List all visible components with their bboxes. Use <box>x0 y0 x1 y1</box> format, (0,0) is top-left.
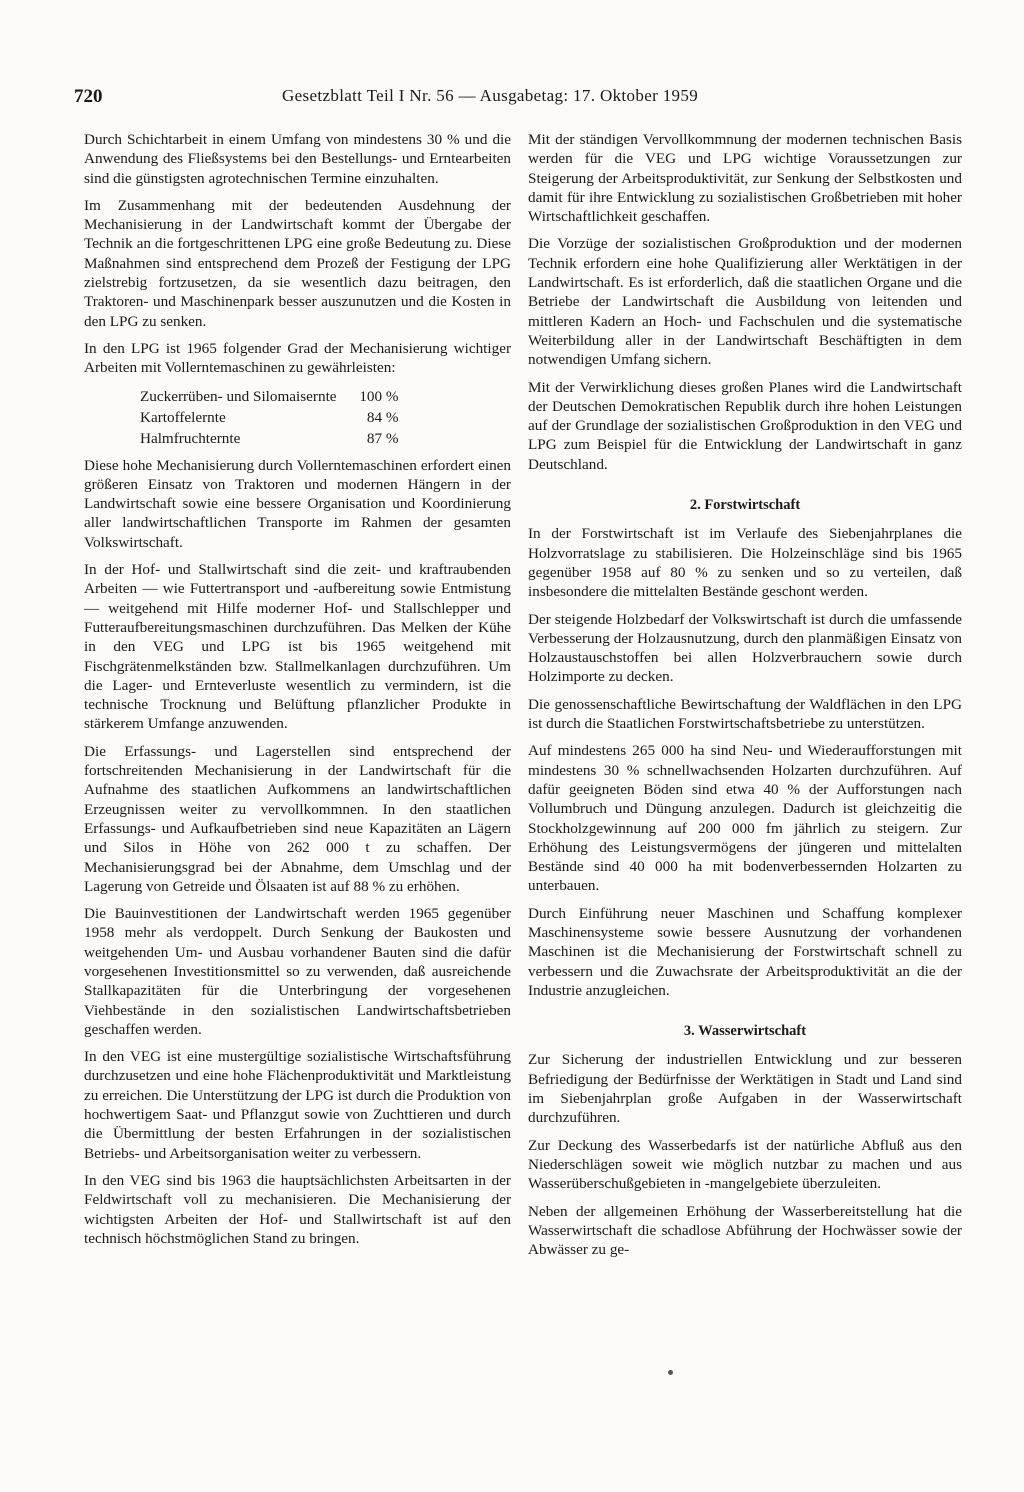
paragraph: In der Forstwirtschaft ist im Verlaufe des Siebenjahrplanes die Holzvorratslage zu stabilisieren. Die Holzeinschläge sind bis 1965 gegenüber 1958 auf 80 % zu senken und so zu verteilen, daß insbesondere die mittelalten Bestände geschont werden. <box>528 525 962 601</box>
mechanization-table <box>140 386 399 449</box>
page-header <box>0 86 1024 110</box>
section-heading-forstwirtschaft: 2. Forstwirtschaft <box>689 497 801 514</box>
paragraph: Die Vorzüge der sozialistischen Großproduktion und der modernen Technik erfordern eine hohe Qualifizierung aller Werktätigen in der Landwirtschaft. Es ist erforderlich, daß die staatlichen Organe und die Betriebe der Landwirtschaft die Ausbildung von leitenden und mittleren Kadern an Hoch- und Fachschulen und die systematische Weiterbildung aller in der Landwirtschaft Beschäftigten in dem notwendigen Umfang sichern. <box>528 235 962 369</box>
table-value: 87 % <box>366 429 399 447</box>
left-column <box>84 130 511 1256</box>
paragraph: In der Hof- und Stallwirtschaft sind die zeit- und kraftraubenden Arbeiten — wie Futtertransport und -aufbereitung sowie Entmistung — weitgehend mit Hilfe moderner Hof- und Stallschlepper und Futteraufbereitungsmaschinen durchzuführen. Das Melken der Kühe in den VEG und LPG ist bis 1965 weitgehend mit Fischgrätenmelkständen bzw. Stallmelkanlagen durchzuführen. Um die Lager- und Ernteverluste wesentlich zu vermindern, ist die technische Trocknung und Belüftung pflanzlicher Produkte in stärkerem Umfange anzuwenden. <box>84 561 511 733</box>
paragraph: In den VEG ist eine mustergültige sozialistische Wirtschaftsführung durchzusetzen und eine hohe Flächenproduktivität und Marktleistung zu erreichen. Die Unterstützung der LPG ist durch die Produktion von hochwertigem Saat- und Pflanzgut sowie von Zuchttieren und durch die Übermittlung der besten Erfahrungen in der sozialistischen Betriebs- und Arbeitsorganisation weiter zu verbessern. <box>84 1048 511 1162</box>
paragraph: In den VEG sind bis 1963 die hauptsächlichsten Arbeitsarten in der Feldwirtschaft voll zu mechanisieren. Die Mechanisierung der wichtigsten Arbeiten der Hof- und Stallwirtschaft ist auf den technisch höchstmöglichen Stand zu bringen. <box>84 1171 511 1247</box>
page-number: 720 <box>74 86 103 107</box>
paragraph: In den LPG ist 1965 folgender Grad der Mechanisierung wichtiger Arbeiten mit Vollerntemaschinen zu gewährleisten: <box>84 339 511 377</box>
paragraph: Mit der ständigen Vervollkommnung der modernen technischen Basis werden für die VEG und LPG wichtige Voraussetzungen zur Steigerung der Arbeitsproduktivität, zur Senkung der Selbstkosten und damit für ihre Entwicklung zu sozialistischen Großbetrieben mit hoher Wirtschaftlichkeit geschaffen. <box>528 131 962 226</box>
paragraph: Durch Einführung neuer Maschinen und Schaffung komplexer Maschinensysteme sowie bessere Ausnutzung der vorhandenen Maschinen ist die Mechanisierung der Forstwirtschaft schnell zu verbessern und die Zuwachsrate der Arbeitsproduktivität an die der Industrie anzugleichen. <box>528 904 962 999</box>
paragraph: Mit der Verwirklichung dieses großen Planes wird die Landwirtschaft der Deutschen Demokratischen Republik durch ihre hohen Leistungen auf der Grundlage der sozialistischen Großproduktion in den VEG und LPG zum Beispiel für die Entwicklung der Landwirtschaft in ganz Deutschland. <box>528 378 962 473</box>
paragraph: Zur Deckung des Wasserbedarfs ist der natürliche Abfluß aus den Niederschlägen soweit wie möglich nutzbar zu machen und aus Wasserüberschußgebieten in -mangelgebiete überzuleiten. <box>528 1136 962 1193</box>
ink-spot <box>668 1370 673 1375</box>
table-label: Halmfruchternte <box>140 429 241 447</box>
paragraph: Der steigende Holzbedarf der Volkswirtschaft ist durch die umfassende Verbesserung der Holzausnutzung, durch den planmäßigen Einsatz von Holzaustauschstoffen bei allen Holzverbrauchern sowie durch Holzimporte zu decken. <box>528 610 962 686</box>
paragraph: Die Bauinvestitionen der Landwirtschaft werden 1965 gegenüber 1958 mehr als verdoppelt. Durch Senkung der Baukosten und weitgehenden Um- und Ausbau vorhandener Bauten sind die dafür vorgesehenen Investitionsmittel so zu verwenden, daß ausreichende Stallkapazitäten für die Unterbringung der vorgesehenen Viehbestände in den sozialistischen Landwirtschaftsbetrieben geschaffen werden. <box>84 905 511 1038</box>
section-heading-wasserwirtschaft: 3. Wasserwirtschaft <box>683 1023 807 1040</box>
table-value: 84 % <box>366 408 399 426</box>
right-column <box>528 130 962 1267</box>
running-title: Gesetzblatt Teil I Nr. 56 — Ausgabetag: 17. Oktober 1959 <box>282 86 699 105</box>
paragraph: Zur Sicherung der industriellen Entwicklung und zur besseren Befriedigung der Bedürfnisse der Werktätigen in Stadt und Land sind im Siebenjahrplan große Aufgaben in der Wasserwirtschaft durchzuführen. <box>528 1051 962 1127</box>
paragraph: Die Erfassungs- und Lagerstellen sind entsprechend der fortschreitenden Mechanisierung in der Landwirtschaft für die Aufnahme des staatlichen Aufkommens an landwirtschaftlichen Erzeugnissen weiter zu vervollkommnen. In den staatlichen Erfassungs- und Aufkaufbetrieben sind neue Kapazitäten an Lägern und Silos in Höhe von 262 000 t zu schaffen. Der Mechanisierungsgrad bei der Abnahme, dem Umschlag und der Lagerung von Getreide und Ölsaaten ist auf 88 % zu erhöhen. <box>84 742 511 895</box>
paragraph: Auf mindestens 265 000 ha sind Neu- und Wiederaufforstungen mit mindestens 30 % schnellwachsenden Holzarten durchzuführen. Auf dafür geeigneten Böden sind etwa 40 % der Aufforstungen nach Vollumbruch und Düngung anzulegen. Dadurch ist gleichzeitig die Stockholzgewinnung auf 200 000 fm jährlich zu steigern. Zur Erhöhung des Leistungsvermögens der jüngeren und mittelalten Bestände sind 40 000 ha mit bodenverbessernden Holzarten zu unterbauen. <box>528 742 962 895</box>
table-row <box>140 407 399 428</box>
table-label: Zuckerrüben- und Silomaisernte <box>140 387 337 405</box>
paragraph: Diese hohe Mechanisierung durch Vollerntemaschinen erfordert einen größeren Einsatz von Traktoren und modernen Hängern in der Landwirtschaft sowie eine bessere Organisation und Koordinierung aller landwirtschaftlichen Transporte im Rahmen der gesamten Volkswirtschaft. <box>84 456 511 551</box>
paragraph: Durch Schichtarbeit in einem Umfang von mindestens 30 % und die Anwendung des Fließsystems bei den Bestellungs- und Erntearbeiten sind die günstigsten agrotechnischen Termine einzuhalten. <box>84 131 511 187</box>
table-row <box>140 386 399 407</box>
table-value: 100 % <box>359 387 399 405</box>
table-row <box>140 428 399 449</box>
paragraph: Neben der allgemeinen Erhöhung der Wasserbereitstellung hat die Wasserwirtschaft die schadlose Abführung der Hochwässer sowie der Abwässer zu ge- <box>528 1202 962 1259</box>
table-label: Kartoffelernte <box>140 408 226 426</box>
paragraph: Die genossenschaftliche Bewirtschaftung der Waldflächen in den LPG ist durch die Staatlichen Forstwirtschaftsbetriebe zu unterstützen. <box>528 695 962 733</box>
paragraph: Im Zusammenhang mit der bedeutenden Ausdehnung der Mechanisierung in der Landwirtschaft kommt der Übergabe der Technik an die fortgeschrittenen LPG eine große Bedeutung zu. Diese Maßnahmen sind entsprechend dem Prozeß der Festigung der LPG zielstrebig fortzusetzen, da sie wesentlich dazu beitragen, den Traktoren- und Maschinenpark besser auszunutzen und die Kosten in den LPG zu senken. <box>84 196 511 330</box>
